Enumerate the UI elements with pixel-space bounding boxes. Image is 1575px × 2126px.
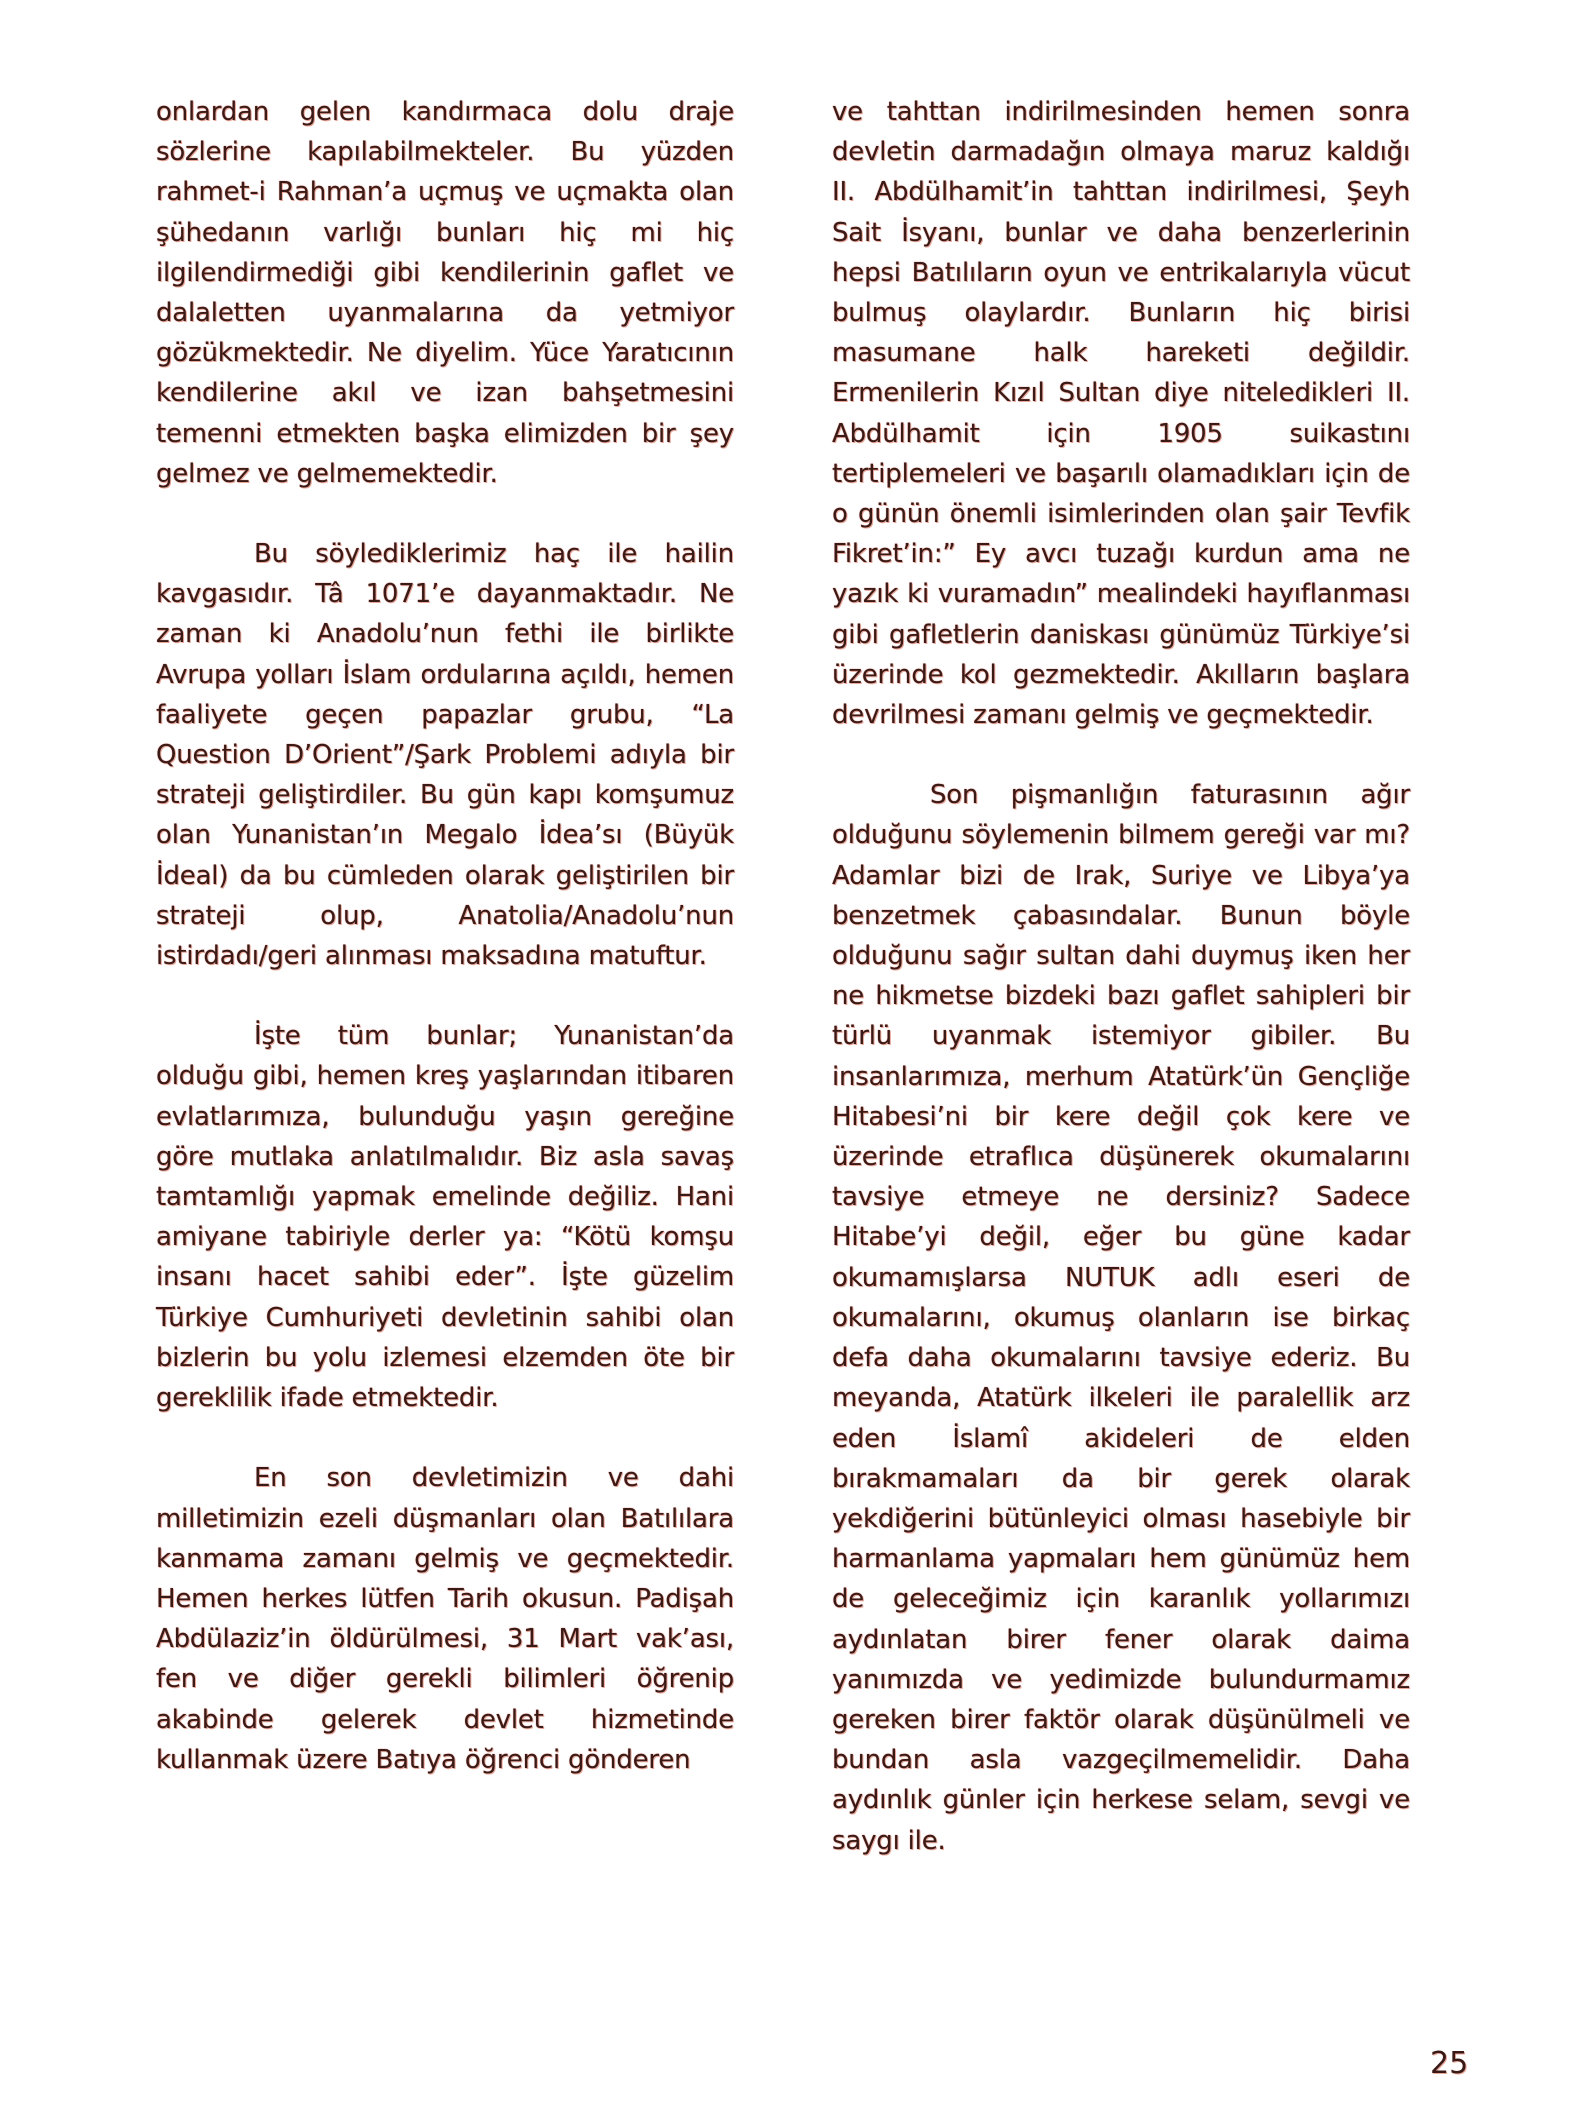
- paragraph: ve tahttan indirilmesinden hemen sonra devletin darmadağın olmaya maruz kaldığı II. Abdülhamit’in tahttan indirilmesi, Şeyh Sait İsyanı, bunlar ve daha benzerlerinin hepsi Batılıların oyun ve entrikalarıyla vücut bulmuş olaylardır. Bunların hiç birisi masumane halk hareketi değildir. Ermenilerin Kızıl Sultan diye niteledikleri II. Abdülhamit için 1905 suikastını tertiplemeleri ve başarılı olamadıkları için de o günün önemli isimlerinden olan şair Tevfik Fikret’in:” Ey avcı tuzağı kurdun ama ne yazık ki vuramadın” mealindeki hayıflanması gibi gafletlerin daniskası günümüz Türkiye’si üzerinde kol gezmektedir. Akılların başlara devrilmesi zamanı gelmiş ve geçmektedir.: [832, 97, 1410, 731]
- left-column: [156, 92, 734, 1780]
- page-number: 25: [1430, 2046, 1469, 2081]
- paragraph: En son devletimizin ve dahi milletimizin ezeli düşmanları olan Batılılara kanmama zamanı gelmiş ve geçmektedir. Hemen herkes lütfen Tarih okusun. Padişah Abdülaziz’in öldürülmesi, 31 Mart vak’ası, fen ve diğer gerekli bilimleri öğrenip akabinde gelerek devlet hizmetinde kullanmak üzere Batıya öğrenci gönderen: [156, 1463, 734, 1775]
- right-column: [832, 92, 1410, 1861]
- paragraph: Bu söylediklerimiz haç ile hailin kavgasıdır. Tâ 1071’e dayanmaktadır. Ne zaman ki Anadolu’nun fethi ile birlikte Avrupa yolları İslam ordularına açıldı, hemen faaliyete geçen papazlar grubu, “La Question D’Orient”/Şark Problemi adıyla bir strateji geliştirdiler. Bu gün kapı komşumuz olan Yunanistan’ın Megalo İdea’sı (Büyük İdeal) da bu cümleden olarak geliştirilen bir strateji olup, Anatolia/Anadolu’nun istirdadı/geri alınması maksadına matuftur.: [156, 539, 734, 972]
- paragraph: İşte tüm bunlar; Yunanistan’da olduğu gibi, hemen kreş yaşlarından itibaren evlatlarımıza, bulunduğu yaşın gereğine göre mutlaka anlatılmalıdır. Biz asla savaş tamtamlığı yapmak emelinde değiliz. Hani amiyane tabiriyle derler ya: “Kötü komşu insanı hacet sahibi eder”. İşte güzelim Türkiye Cumhuriyeti devletinin sahibi olan bizlerin bu yolu izlemesi elzemden öte bir gereklilik ifade etmektedir.: [156, 1021, 734, 1414]
- paragraph: Son pişmanlığın faturasının ağır olduğunu söylemenin bilmem gereği var mı? Adamlar bizi de Irak, Suriye ve Libya’ya benzetmek çabasındalar. Bunun böyle olduğunu sağır sultan dahi duymuş iken her ne hikmetse bizdeki bazı gaflet sahipleri bir türlü uyanmak istemiyor gibiler. Bu insanlarımıza, merhum Atatürk’ün Gençliğe Hitabesi’ni bir kere değil çok kere ve üzerinde etraflıca düşünerek okumalarını tavsiye etmeye ne dersiniz? Sadece Hitabe’yi değil, eğer bu güne kadar okumamışlarsa NUTUK adlı eseri de okumalarını, okumuş olanların ise birkaç defa daha okumalarını tavsiye ederiz. Bu meyanda, Atatürk ilkeleri ile paralellik arz eden İslamî akideleri de elden bırakmamaları da bir gerek olarak yekdiğerini bütünleyici olması hasebiyle bir harmanlama yapmaları hem günümüz hem de geleceğimiz için karanlık yollarımızı aydınlatan birer fener olarak daima yanımızda ve yedimizde bulundurmamız gereken birer faktör olarak düşünülmeli ve bundan asla vazgeçilmemelidir. Daha aydınlık günler için herkese selam, sevgi ve saygı ile.: [832, 780, 1410, 1856]
- paragraph: onlardan gelen kandırmaca dolu draje sözlerine kapılabilmekteler. Bu yüzden rahmet-i Rahman’a uçmuş ve uçmakta olan şühedanın varlığı bunları hiç mi hiç ilgilendirmediği gibi kendilerinin gaflet ve dalaletten uyanmalarına da yetmiyor gözükmektedir. Ne diyelim. Yüce Yaratıcının kendilerine akıl ve izan bahşetmesini temenni etmekten başka elimizden bir şey gelmez ve gelmemektedir.: [156, 97, 734, 489]
